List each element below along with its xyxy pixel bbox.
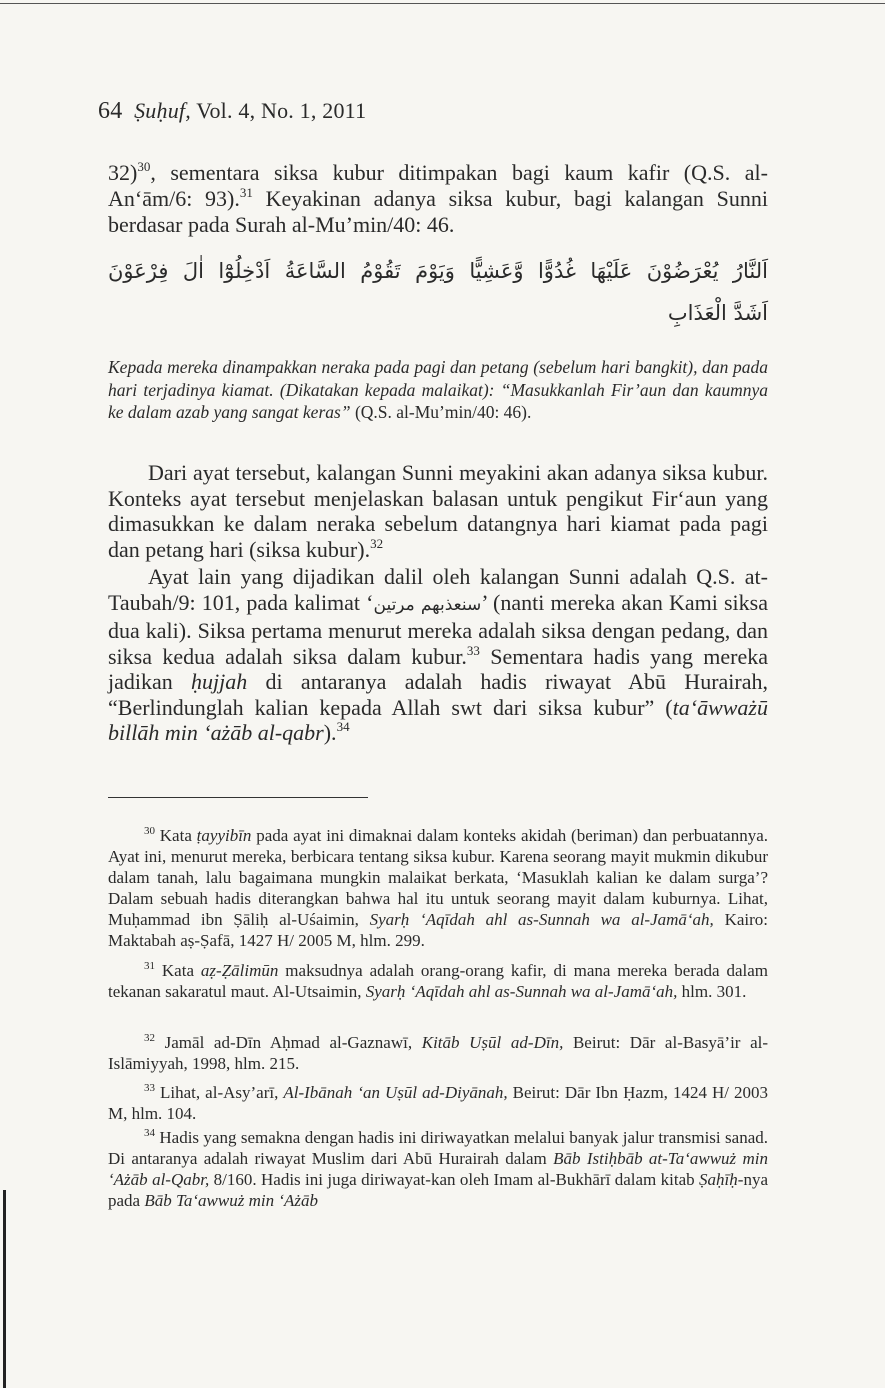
footnote-number: 31 [144,960,155,972]
italic-term: Kitāb Uṣūl ad-Dīn, [421,1033,564,1052]
footnote-ref-32[interactable]: 32 [370,535,384,551]
italic-term: ta‘āwważū billāh min ‘ażāb al-qabr [108,694,768,745]
text-run: pada ayat ini dimaknai dalam konteks akidah (beriman) dan perbuatannya. Ayat ini, menurut mereka, berbicara tentang siksa kubur. Karena seorang mayit mukmin dikubur dalam tanah, lalu bagaimana mungkin malaikat berkata, ‘Masuklah kalian ke dalam surga’? Dalam sebuah hadis diterangkan bahwa hal itu untuk seorang mayit dalam kuburnya. Lihat, Muḥammad ibn Ṣāliḥ al-Uśaimin, [108,826,769,929]
text-run: di antaranya adalah hadis riwayat Abū Hurairah, “Berlindunglah kalian kepada Allah swt dari siksa kubur” ( [108,669,768,720]
italic-term: Syarḥ ‘Aqīdah ahl as-Sunnah wa al-Jamā‘ah, [365,982,678,1001]
scan-top-edge [0,3,885,4]
paragraph-3 [108,564,768,746]
translation-text: Kepada mereka dinampakkan neraka pada pagi dan petang (sebelum hari bangkit), dan pada hari terjadinya kiamat. (Dikatakan kepada malaikat): “Masukkanlah Fir’aun dan kaumnya ke dalam azab yang sangat keras” [108,357,768,422]
italic-term: Al-Ibānah ‘an Uṣūl ad-Diyānah, [283,1083,508,1102]
scan-left-edge [3,1190,6,1388]
quran-verse-line-2: اَشَدَّ الْعَذَابِ [667,301,768,325]
text-run: , sementara siksa kubur ditimpakan bagi kaum kafir (Q.S. al-An‘ām/6: 93). [108,160,768,211]
footnote-32 [108,1032,768,1074]
text-run: ). [323,720,337,745]
text-run: Jamāl ad-Dīn Aḥmad al-Gaznawī, [155,1033,422,1052]
journal-volume: Vol. 4, No. 1, 2011 [196,98,367,123]
paragraph-2 [108,460,768,562]
footnote-ref-33[interactable]: 33 [466,642,480,658]
italic-term: Bāb Istiḥbāb at-Ta‘awwuż min ‘Ażāb al-Qabr, [108,1149,768,1189]
text-run: ’ (nanti mereka akan Kami siksa dua kali). Siksa pertama menurut mereka adalah siksa dengan pedang, dan siksa kedua adalah siksa dalam kubur. [108,589,768,669]
footnote-30 [108,825,768,951]
footnote-33 [108,1082,768,1124]
text-run: Dari ayat tersebut, kalangan Sunni meyakini akan adanya siksa kubur. Konteks ayat tersebut menjelaskan balasan untuk pengikut Fir‘aun yang dimasukkan ke dalam neraka sebelum datangnya hari kiamat pada pagi dan petang hari (siksa kubur). [108,460,768,562]
italic-term: Bāb Ta‘awwuż min ‘Ażāb [144,1191,318,1210]
text-run: Sementara hadis yang mereka jadikan [108,643,768,694]
translation-reference: (Q.S. al-Mu’min/40: 46). [350,402,532,422]
text-run: Kata [155,826,197,845]
text-run: Hadis yang semakna dengan hadis ini diriwayatkan melalui banyak jalur transmisi sanad. Di antaranya adalah riwayat Muslim dari Abū Hurairah dalam [108,1128,768,1168]
text-run: hlm. 301. [677,982,747,1001]
text-run: Beirut: Dār al-Basyā’ir al-Islāmiyyah, 1998, hlm. 215. [108,1033,769,1073]
running-header [98,98,366,125]
footnote-ref-31[interactable]: 31 [239,185,253,200]
footnote-number: 34 [144,1127,155,1139]
footnote-ref-30[interactable]: 30 [137,159,151,174]
footnote-34 [108,1127,768,1211]
footnote-number: 30 [144,825,155,837]
paragraph-1 [108,160,768,238]
italic-term: Syarḥ ‘Aqīdah ahl as-Sunnah wa al-Jamā‘ah, [369,910,714,929]
footnote-31 [108,960,768,1002]
text-run: 32) [108,160,138,185]
italic-term: aẓ-Ẓālimūn [200,961,279,980]
text-run: Kata [155,961,201,980]
footnote-number: 33 [144,1082,155,1094]
text-run: -nya pada [108,1170,768,1210]
footnote-ref-34[interactable]: 34 [336,719,350,734]
italic-term: ṭayyibīn [196,826,252,845]
text-run: Ayat lain yang dijadikan dalil oleh kalangan Sunni adalah Q.S. at-Taubah/9: 101, pada kalimat ‘ [108,564,768,615]
italic-term: ḥujjah [191,669,248,694]
page-number: 64 [98,98,123,124]
text-run: Beirut: Dār Ibn Ḥazm, 1424 H/ 2003 M, hlm. 104. [108,1083,769,1123]
text-run: maksudnya adalah orang-orang kafir, di mana mereka berada dalam tekanan sakaratul maut. Al-Utsaimin, [108,961,769,1001]
footnote-number: 32 [144,1032,155,1044]
text-run: Kairo: Maktabah aṣ-Ṣafā, 1427 H/ 2005 M, hlm. 299. [108,910,768,950]
text-run: Lihat, al-Asy’arī, [155,1083,284,1102]
verse-translation [108,356,768,424]
quran-verse-line-1: اَلنَّارُ يُعْرَضُوْنَ عَلَيْهَا غُدُوًّا وَّعَشِيًّا وَيَوْمَ تَقُوْمُ السَّاعَةُ اَدْخِلُوْٓا اٰلَ فِرْعَوْنَ [108,259,768,283]
text-run: Keyakinan adanya siksa kubur, bagi kalangan Sunni berdasar pada Surah al-Mu’min/40: 46. [108,186,768,237]
italic-term: Ṣaḥīḥ [699,1170,738,1189]
arabic-phrase: سنعذبهم مرتين [373,594,482,615]
text-run: 8/160. Hadis ini juga diriwayat-kan oleh Imam al-Bukhārī dalam kitab [209,1170,700,1189]
journal-title: Ṣuḥuf, [134,98,191,123]
footnote-separator [108,797,368,798]
